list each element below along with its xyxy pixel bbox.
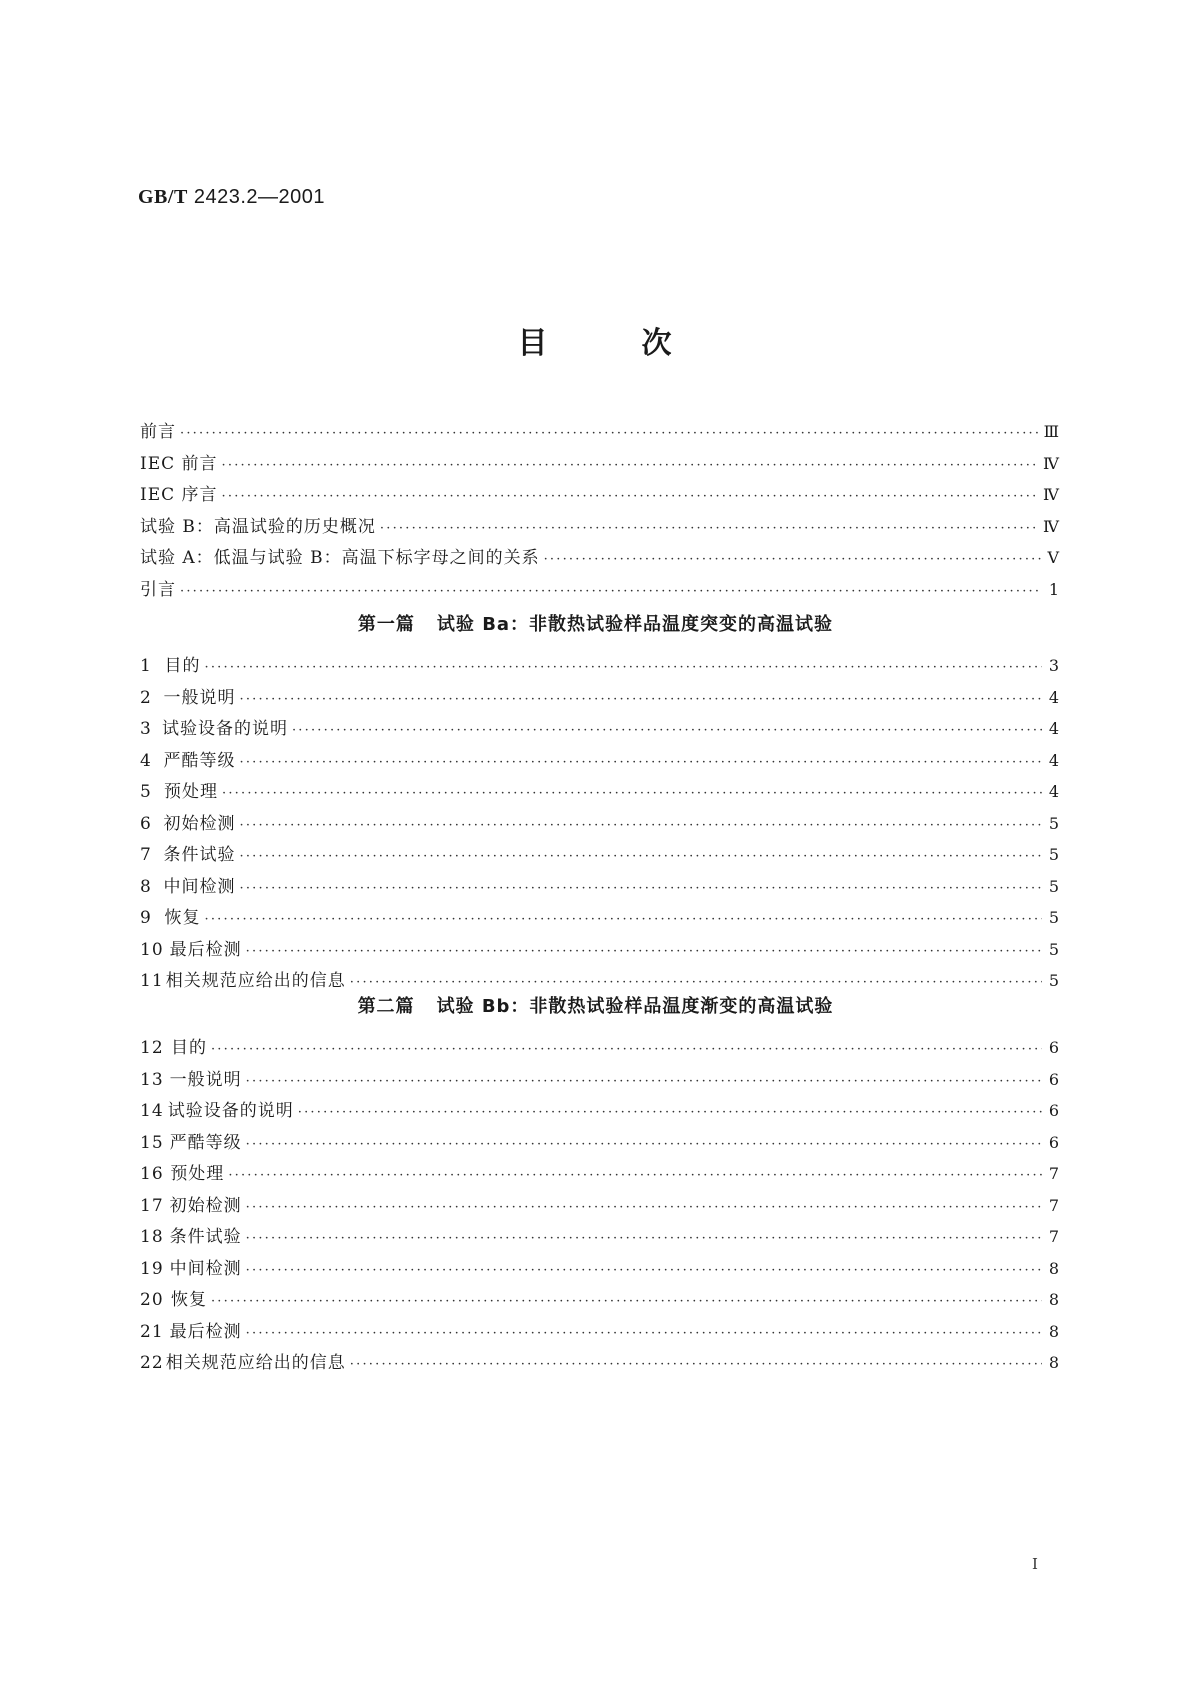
- toc-entry-number: 3: [140, 719, 152, 739]
- toc-entry-number: 7: [140, 845, 152, 865]
- toc-entry-label: 最后检测: [169, 1321, 242, 1342]
- leader-dots: [350, 1349, 1042, 1381]
- leader-dots: [211, 1034, 1042, 1066]
- toc-entry-page: 7: [1048, 1227, 1060, 1246]
- toc-entry-label: 试验设备的说明: [161, 719, 288, 739]
- part1-heading: [0, 610, 1191, 636]
- toc-entry[interactable]: [140, 839, 1060, 871]
- toc-entry[interactable]: [140, 479, 1060, 511]
- toc-entry-label: 目的: [170, 1038, 207, 1058]
- toc-entry-label: 条件试验: [169, 1227, 242, 1247]
- leader-dots: [180, 418, 1038, 450]
- toc-entry-label: 一般说明: [169, 1069, 242, 1090]
- toc-entry-label: IEC 序言: [140, 485, 218, 505]
- leader-dots: [240, 873, 1043, 905]
- toc-entry-page: 1: [1048, 579, 1060, 599]
- leader-dots: [180, 576, 1042, 608]
- toc-entry-page: 5: [1048, 813, 1060, 833]
- toc-entry-page: 4: [1048, 782, 1060, 801]
- toc-entry-label: 恢复: [170, 1290, 207, 1310]
- leader-dots: [246, 1223, 1042, 1255]
- toc-entry-label: 相关规范应给出的信息: [165, 971, 346, 991]
- toc-entry-number: 10: [140, 939, 164, 960]
- toc-entry-label: 试验 A：低温与试验 B：高温下标字母之间的关系: [140, 548, 540, 568]
- toc-entry[interactable]: [140, 902, 1060, 934]
- toc-entry-page: 8: [1048, 1353, 1060, 1372]
- toc-entry-number: 16: [140, 1164, 164, 1184]
- toc-entry-page: Ⅳ: [1043, 485, 1060, 504]
- leader-dots: [544, 544, 1042, 576]
- toc-entry-number: 4: [140, 750, 152, 771]
- toc-entry[interactable]: [140, 1253, 1060, 1285]
- leader-dots: [240, 684, 1043, 716]
- toc-entry-number: 8: [140, 876, 152, 897]
- toc-entry-page: Ⅳ: [1043, 516, 1060, 536]
- leader-dots: [380, 513, 1037, 545]
- part2-heading: [0, 992, 1191, 1018]
- toc-entry-page: 5: [1048, 908, 1060, 927]
- toc-entry[interactable]: [140, 511, 1060, 543]
- toc-entry[interactable]: [140, 542, 1060, 574]
- toc-entry[interactable]: [140, 1095, 1060, 1127]
- toc-entry[interactable]: [140, 1221, 1060, 1253]
- toc-entry-page: Ⅴ: [1047, 548, 1060, 567]
- toc-entry-label: 目的: [164, 656, 201, 676]
- toc-entry-label: 试验设备的说明: [167, 1101, 294, 1121]
- toc-entry-label: 引言: [140, 579, 176, 600]
- toc-entry-page: 8: [1048, 1321, 1060, 1341]
- toc-entry-page: 5: [1048, 971, 1060, 990]
- leader-dots: [246, 1066, 1042, 1098]
- toc-entry-page: 5: [1048, 845, 1060, 864]
- toc-entry-number: 17: [140, 1195, 164, 1216]
- toc-entry-label: 试验 B：高温试验的历史概况: [140, 516, 376, 537]
- toc-entry[interactable]: [140, 1284, 1060, 1316]
- leader-dots: [240, 747, 1043, 779]
- toc-entry-page: 6: [1048, 1132, 1060, 1152]
- toc-entry[interactable]: [140, 745, 1060, 777]
- leader-dots: [222, 481, 1037, 513]
- leader-dots: [228, 1160, 1042, 1192]
- toc-entry-page: 8: [1048, 1258, 1060, 1278]
- toc-entry[interactable]: [140, 1032, 1060, 1064]
- toc-entry-page: 4: [1048, 687, 1060, 707]
- leader-dots: [292, 715, 1042, 747]
- toc-entry-page: 8: [1048, 1290, 1060, 1309]
- toc-entry-label: 前言: [140, 422, 176, 442]
- toc-entry[interactable]: [140, 871, 1060, 903]
- toc-entry-page: 6: [1048, 1101, 1060, 1120]
- toc-entry[interactable]: [140, 682, 1060, 714]
- leader-dots: [222, 778, 1042, 810]
- standard-code: 2423.2—2001: [193, 186, 326, 208]
- toc-entry-page: 5: [1048, 939, 1060, 959]
- toc-entry[interactable]: [140, 934, 1060, 966]
- toc-entry[interactable]: [140, 1064, 1060, 1096]
- leader-dots: [205, 904, 1042, 936]
- toc-entry-number: 1: [140, 656, 152, 676]
- toc-entry-label: 严酷等级: [169, 1132, 242, 1153]
- leader-dots: [205, 652, 1042, 684]
- leader-dots: [246, 936, 1042, 968]
- toc-entry-number: 19: [140, 1258, 164, 1279]
- toc-entry-label: IEC 前言: [140, 453, 218, 474]
- toc-entry-number: 6: [140, 813, 152, 834]
- toc-entry-number: 22: [140, 1353, 164, 1373]
- toc-entry[interactable]: [140, 713, 1060, 745]
- toc-entry-page: 6: [1048, 1038, 1060, 1057]
- toc-entry-number: 5: [140, 782, 152, 802]
- toc-entry-page: 3: [1048, 656, 1060, 675]
- toc-entry[interactable]: [140, 416, 1060, 448]
- toc-entry[interactable]: [140, 776, 1060, 808]
- leader-dots: [211, 1286, 1042, 1318]
- page-number: I: [1032, 1555, 1038, 1573]
- part1-title: 试验 Ba：非散热试验样品温度突变的高温试验: [436, 614, 834, 635]
- toc-entry-label: 恢复: [164, 908, 201, 928]
- toc-entry-number: 14: [140, 1101, 164, 1121]
- toc-entry-number: 12: [140, 1038, 164, 1058]
- toc-entry[interactable]: [140, 1158, 1060, 1190]
- toc-entry-label: 中间检测: [169, 1258, 242, 1279]
- part1-name: 第一篇: [357, 614, 415, 635]
- leader-dots: [246, 1318, 1042, 1350]
- title-char-2: 次: [641, 326, 674, 361]
- toc-entry-label: 相关规范应给出的信息: [165, 1353, 346, 1373]
- toc-entry-page: 7: [1048, 1164, 1060, 1183]
- toc-entry-label: 预处理: [170, 1164, 225, 1184]
- toc-entry-number: 11: [140, 971, 164, 991]
- part2-title: 试验 Bb：非散热试验样品温度渐变的高温试验: [436, 996, 834, 1017]
- leader-dots: [240, 841, 1043, 873]
- toc-entry-label: 严酷等级: [163, 750, 236, 771]
- toc-entry[interactable]: [140, 574, 1060, 606]
- toc-entry-page: 6: [1048, 1069, 1060, 1089]
- leader-dots: [240, 810, 1043, 842]
- toc-front-matter: [140, 416, 1060, 605]
- toc-entry-page: 4: [1048, 750, 1060, 770]
- leader-dots: [222, 450, 1037, 482]
- page-title: [0, 318, 1191, 362]
- toc-entry[interactable]: [140, 1316, 1060, 1348]
- toc-entry-page: Ⅳ: [1043, 453, 1060, 473]
- toc-part2: [140, 1032, 1060, 1379]
- toc-entry-label: 一般说明: [163, 687, 236, 708]
- toc-entry-number: 9: [140, 908, 152, 928]
- toc-entry-label: 中间检测: [163, 876, 236, 897]
- toc-entry-page: 4: [1048, 719, 1060, 738]
- toc-entry-label: 预处理: [164, 782, 218, 802]
- toc-entry-page: Ⅲ: [1043, 422, 1060, 441]
- title-char-1: 目: [517, 326, 550, 361]
- toc-entry-number: 2: [140, 687, 152, 708]
- toc-entry[interactable]: [140, 1347, 1060, 1379]
- part2-name: 第二篇: [357, 996, 415, 1017]
- toc-entry-label: 初始检测: [169, 1195, 242, 1216]
- leader-dots: [246, 1255, 1042, 1287]
- toc-entry[interactable]: [140, 1127, 1060, 1159]
- toc-entry-label: 条件试验: [163, 845, 236, 865]
- toc-entry[interactable]: [140, 1190, 1060, 1222]
- toc-part1: [140, 650, 1060, 997]
- toc-entry-number: 13: [140, 1069, 164, 1090]
- toc-entry-page: 5: [1048, 876, 1060, 896]
- toc-entry-number: 21: [140, 1321, 164, 1342]
- toc-entry[interactable]: [140, 650, 1060, 682]
- leader-dots: [246, 1192, 1042, 1224]
- toc-entry-label: 初始检测: [163, 813, 236, 834]
- toc-entry-number: 15: [140, 1132, 164, 1153]
- toc-entry[interactable]: [140, 808, 1060, 840]
- toc-entry-number: 20: [140, 1290, 164, 1310]
- leader-dots: [298, 1097, 1042, 1129]
- standard-prefix: GB/T: [138, 186, 188, 208]
- toc-entry-page: 7: [1048, 1195, 1060, 1215]
- toc-entry-label: 最后检测: [169, 939, 242, 960]
- standard-number: [138, 186, 325, 209]
- toc-entry[interactable]: [140, 448, 1060, 480]
- leader-dots: [246, 1129, 1042, 1161]
- toc-entry-number: 18: [140, 1227, 164, 1247]
